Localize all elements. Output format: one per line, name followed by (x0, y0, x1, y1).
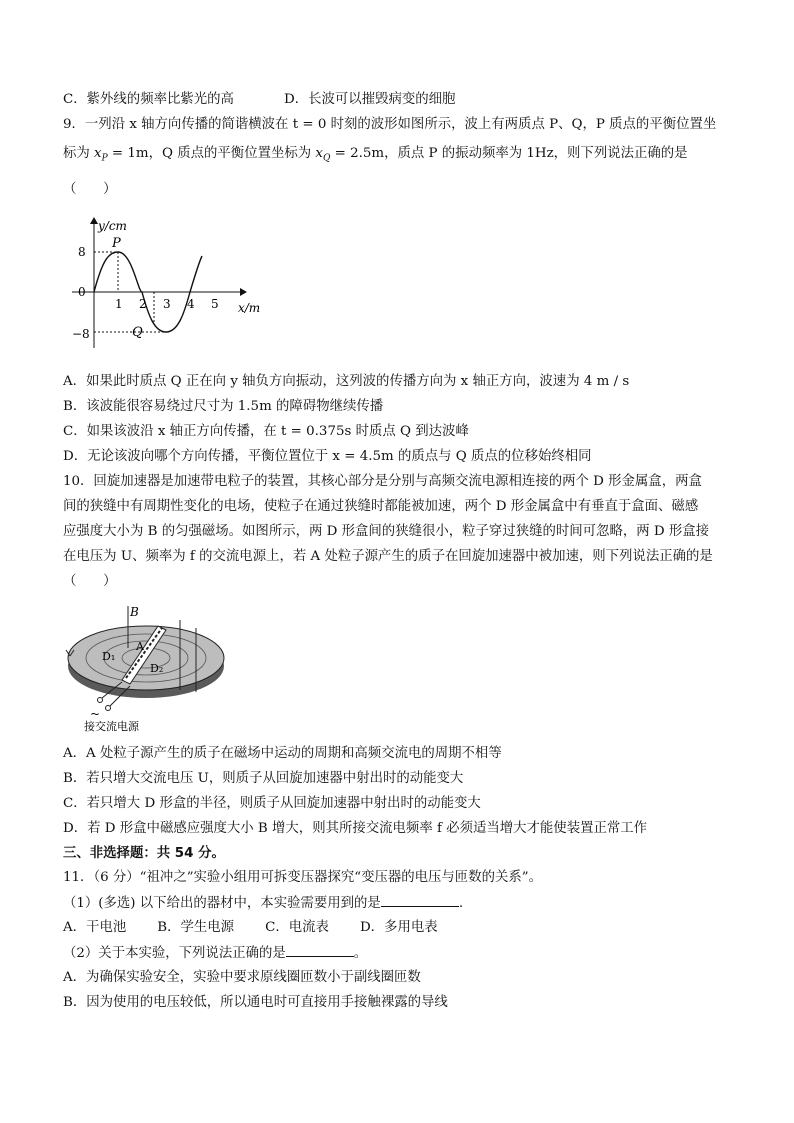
x-tick-3: 3 (163, 297, 171, 311)
q9-stem-text: 质点 P 的振动频率为 1Hz，则下列说法正确的是 (397, 146, 688, 161)
xq-subscript: Q (322, 153, 331, 164)
xp-subscript: P (101, 153, 108, 164)
x-axis-label: x/m (238, 301, 261, 315)
q11-sub1-text: （1）(多选) 以下给出的器材中，本实验需要用到的是 (63, 896, 381, 911)
wave-graph (60, 210, 280, 350)
q9-stem-text: 标为 (63, 146, 95, 161)
q11-sub1-end: . (458, 896, 464, 911)
label-d2: D₂ (150, 662, 164, 675)
point-p-label: P (112, 236, 121, 251)
q9-stem-line1: 9．一列沿 x 轴方向传播的简谐横波在 t = 0 时刻的波形如图所示，波上有两质点 P、Q，P 质点的平衡位置坐 (63, 117, 717, 132)
label-b: B (130, 605, 139, 619)
q9-stem-text: Q 质点的平衡位置坐标为 (162, 146, 316, 161)
q10-answer-paren: （ ） (63, 574, 117, 589)
q9-option-b: B．该波能很容易绕过尺寸为 1.5m 的障碍物继续传播 (63, 399, 384, 414)
xq-symbol: x (315, 146, 323, 161)
y-tick-neg8: −8 (72, 327, 90, 341)
q11-option-b: B．因为使用的电压较低，所以通电时可直接用手接触裸露的导线 (63, 995, 448, 1010)
q8-option-c: C．紫外线的频率比紫光的高 (63, 92, 234, 107)
q11-sub2-end: 。 (353, 946, 368, 961)
q9-option-a: A．如果此时质点 Q 正在向 y 轴负方向振动，这列波的传播方向为 x 轴正方向，波速为 4 m / s (63, 374, 630, 389)
figure-caption: 接交流电源 (84, 720, 139, 733)
q10-stem-line3: 应强度大小为 B 的匀强磁场。如图所示，两 D 形盒间的狭缝很小，粒子穿过狭缝的时间可忽略，两 D 形盒接 (63, 524, 710, 539)
q11-stem: 11．（6 分）“祖冲之”实验小组用可拆变压器探究“变压器的电压与匝数的关系”。 (63, 870, 542, 885)
q11-sub2 (63, 944, 367, 963)
q10-stem-line2: 间的狭缝中有周期性变化的电场，使粒子在通过狭缝时都能被加速，两个 D 形金属盒中有垂直于盒面、磁感 (63, 499, 699, 514)
ac-symbol: ~ (90, 707, 101, 721)
q10-stem-line4: 在电压为 U、频率为 f 的交流电源上，若 A 处粒子源产生的质子在回旋加速器中被加速，则下列说法正确的是 (63, 549, 713, 564)
q10-option-c: C．若只增大 D 形盒的半径，则质子从回旋加速器中射出时的动能变大 (63, 796, 481, 811)
q11-option-a: A．为确保实验安全，实验中要求原线圈匝数小于副线圈匝数 (63, 970, 421, 985)
terminal (106, 706, 111, 711)
q11-sub2-text: （2）关于本实验，下列说法正确的是 (63, 946, 286, 961)
x-tick-2: 2 (139, 297, 147, 311)
y-tick-8: 8 (78, 245, 86, 259)
x-tick-1: 1 (115, 297, 123, 311)
xp-value: = 1m， (107, 146, 163, 161)
q11-sub1-options: A．干电池 B．学生电源 C．电流表 D．多用电表 (63, 920, 438, 935)
point-q-label: Q (132, 325, 143, 340)
q11-sub1-blank[interactable] (381, 894, 459, 907)
y-tick-0: 0 (78, 285, 86, 299)
label-a: A (136, 640, 144, 653)
terminal (98, 698, 103, 703)
x-tick-4: 4 (187, 297, 195, 311)
q8-option-d: D．长波可以摧毁病变的细胞 (284, 92, 456, 107)
x-tick-5: 5 (211, 297, 219, 311)
q11-sub2-blank[interactable] (286, 944, 354, 957)
q10-stem-line1: 10．回旋加速器是加速带电粒子的装置，其核心部分是分别与高频交流电源相连接的两个 D 形金属盒，两盒 (63, 474, 702, 489)
y-axis-label: y/cm (98, 219, 127, 233)
q9-answer-paren: （ ） (63, 182, 117, 197)
cyclotron-figure (62, 600, 232, 734)
q10-option-a: A．A 处粒子源产生的质子在磁场中运动的周期和高频交流电的周期不相等 (63, 746, 502, 761)
section-heading: 三、非选择题：共 54 分。 (63, 846, 225, 861)
xq-value: = 2.5m， (330, 146, 398, 161)
q9-option-c: C．如果该波沿 x 轴正方向传播，在 t = 0.375s 时质点 Q 到达波峰 (63, 424, 469, 439)
xp-symbol: x (94, 146, 102, 161)
q11-sub1 (63, 894, 463, 913)
q10-option-b: B．若只增大交流电压 U，则质子从回旋加速器中射出时的动能变大 (63, 771, 464, 786)
label-d1: D₁ (102, 650, 116, 663)
q10-option-d: D．若 D 形盒中磁感应强度大小 B 增大，则其所接交流电频率 f 必须适当增大才能使装置正常工作 (63, 821, 648, 836)
q9-option-d: D．无论该波向哪个方向传播，平衡位置位于 x = 4.5m 的质点与 Q 质点的位移始终相同 (63, 449, 592, 464)
q9-stem-line2 (63, 145, 688, 168)
